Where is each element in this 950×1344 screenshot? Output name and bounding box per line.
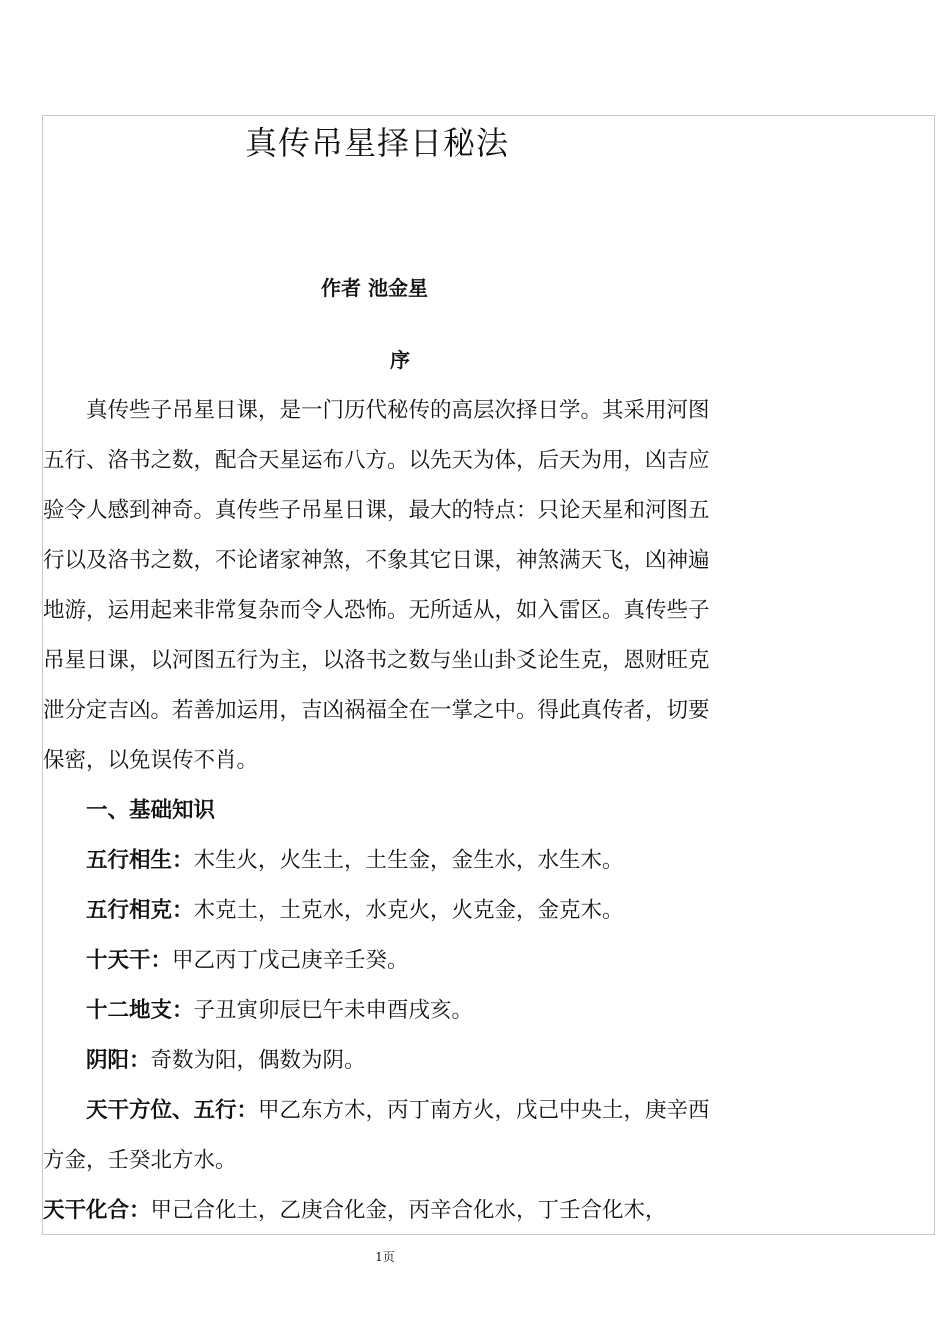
definition-item <box>43 886 721 936</box>
definition-text: 子丑寅卯辰巳午未申酉戌亥。 <box>193 998 474 1023</box>
definition-text: 甲乙丙丁戊己庚辛壬癸。 <box>172 948 409 973</box>
definition-text: 木生火，火生土，土生金，金生水，水生木。 <box>193 848 624 873</box>
definition-item <box>43 836 721 886</box>
definition-label: 天干方位、五行： <box>86 1098 259 1123</box>
body-text <box>43 386 721 1236</box>
definition-label: 五行相克： <box>86 898 194 923</box>
definition-label: 十天干： <box>86 948 173 973</box>
definition-item <box>43 1036 721 1086</box>
definition-text: 甲乙东方木，丙丁南方火，戊己中央土，庚辛西方金，壬癸北方水。 <box>43 1098 710 1173</box>
definition-label: 十二地支： <box>86 998 194 1023</box>
preface-paragraph: 真传些子吊星日课，是一门历代秘传的高层次择日学。其采用河图五行、洛书之数，配合天星运布八方。以先天为体，后天为用，凶吉应验令人感到神奇。真传些子吊星日课，最大的特点：只论天星和河图五行以及洛书之数，不论诸家神煞，不象其它日课，神煞满天飞，凶神遍地游，运用起来非常复杂而令人恐怖。无所适从，如入雷区。真传些子吊星日课，以河图五行为主，以洛书之数与坐山卦爻论生克，恩财旺克泄分定吉凶。若善加运用，吉凶祸福全在一掌之中。得此真传者，切要保密，以免误传不肖。 <box>43 398 710 773</box>
definition-item <box>43 936 721 986</box>
definition-label: 五行相生： <box>86 848 194 873</box>
page-number: 1页 <box>375 1250 395 1264</box>
definition-item <box>43 1086 721 1186</box>
definition-label: 天干化合： <box>43 1198 151 1223</box>
definition-item <box>43 986 721 1036</box>
author-line: 作者 池金星 <box>321 276 428 300</box>
definition-text: 甲己合化土，乙庚合化金，丙辛合化水，丁壬合化木， <box>150 1198 667 1223</box>
section-heading: 一、基础知识 <box>86 798 216 823</box>
definition-label: 阴阳： <box>86 1048 151 1073</box>
definition-text: 木克土，土克水，水克火，火克金，金克木。 <box>193 898 624 923</box>
document-title: 真传吊星择日秘法 <box>245 124 510 162</box>
definition-item <box>43 1186 721 1236</box>
definition-text: 奇数为阳，偶数为阴。 <box>150 1048 366 1073</box>
preface-heading: 序 <box>390 348 410 372</box>
